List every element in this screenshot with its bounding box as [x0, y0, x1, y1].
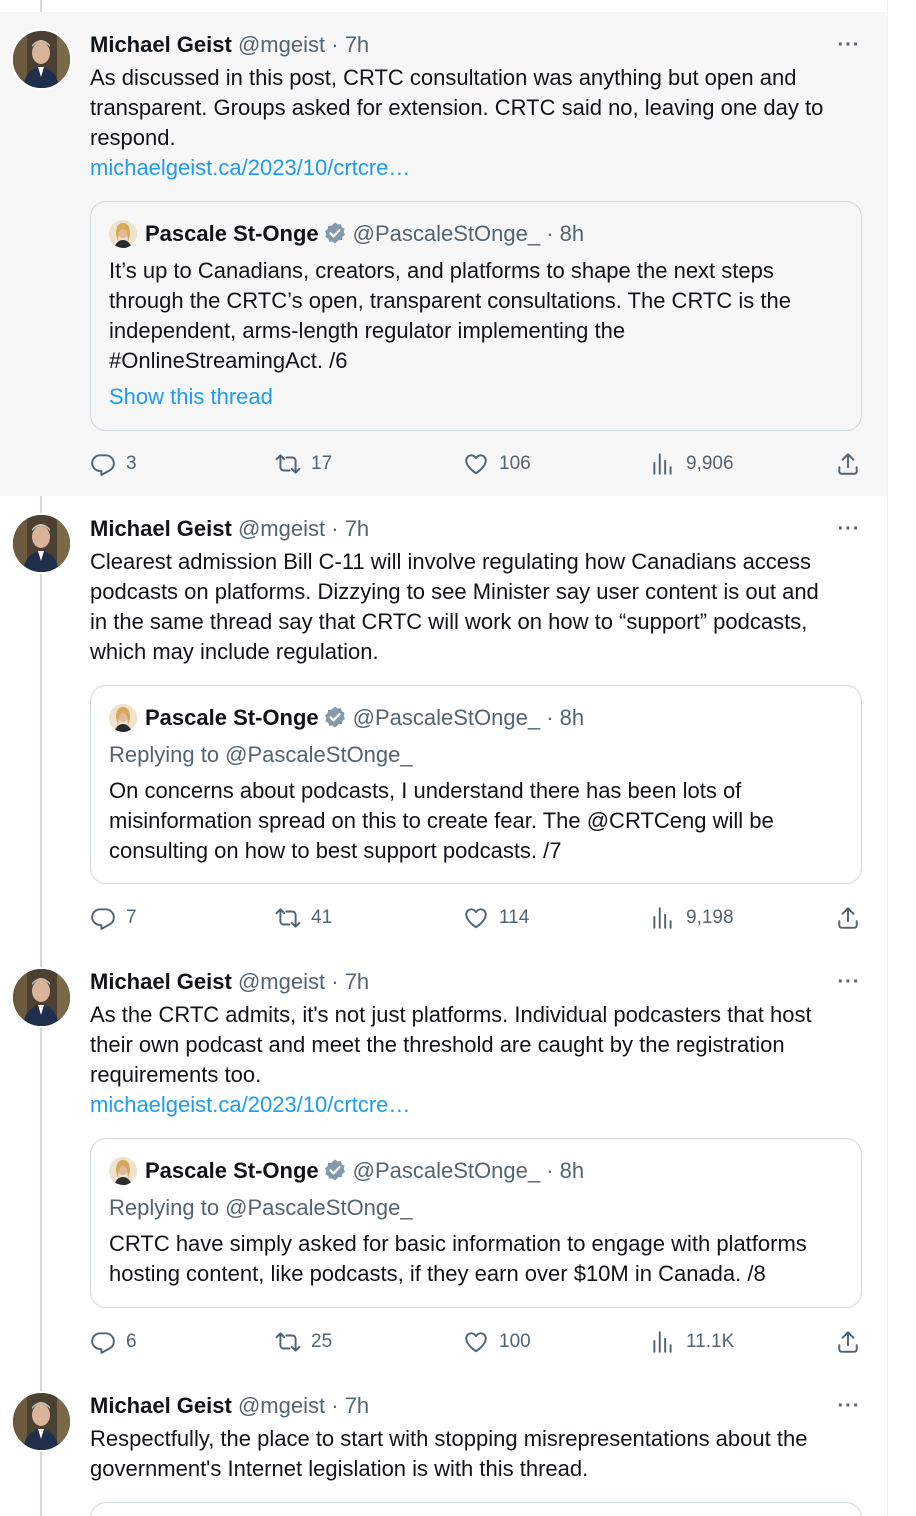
quote-avatar [109, 1157, 137, 1185]
heart-icon [463, 1329, 489, 1355]
separator-dot: · [331, 1393, 339, 1418]
text-line: independent, arms-length regulator implementing the [109, 318, 626, 343]
tweet-header [90, 1393, 861, 1419]
tweet-header [90, 969, 861, 995]
replying-to: Replying to @PascaleStOnge_ [109, 742, 413, 767]
text-line: hosting content, like podcasts, if they earn over $10M in Canada. /8 [109, 1261, 766, 1286]
share-button[interactable] [835, 1327, 871, 1357]
text-line: As discussed in this post, CRTC consultation was anything but open and [90, 65, 797, 90]
reply-count: 6 [126, 1331, 137, 1352]
quote-author-handle: @PascaleStOnge_ [352, 705, 541, 730]
tweet[interactable] [0, 12, 887, 496]
share-button[interactable] [835, 449, 871, 479]
separator-dot: · [331, 516, 339, 541]
heart-icon [463, 905, 489, 931]
author-name[interactable]: Michael Geist [90, 32, 232, 57]
retweet-button[interactable] [275, 449, 332, 479]
quote-avatar [109, 704, 137, 732]
views-count: 9,198 [686, 907, 734, 928]
reply-count: 3 [126, 453, 137, 474]
quoted-tweet[interactable] [90, 1502, 862, 1516]
retweet-button[interactable] [275, 903, 332, 933]
quoted-tweet[interactable] [90, 201, 862, 431]
author-name[interactable]: Michael Geist [90, 1393, 232, 1418]
views-icon [650, 905, 676, 931]
author-name[interactable]: Michael Geist [90, 516, 232, 541]
quote-header [109, 1157, 584, 1185]
more-options-icon[interactable]: ··· [837, 971, 861, 993]
share-icon [835, 451, 861, 477]
views-icon [650, 451, 676, 477]
retweet-count: 41 [311, 907, 333, 928]
separator-dot: · [546, 221, 554, 246]
verified-badge-icon [323, 221, 347, 245]
quoted-tweet[interactable] [90, 1138, 862, 1308]
author-avatar[interactable] [11, 1391, 72, 1452]
tweet-header [90, 32, 861, 58]
author-name[interactable]: Michael Geist [90, 969, 232, 994]
views-button[interactable] [650, 903, 734, 933]
quote-author-handle: @PascaleStOnge_ [352, 1158, 541, 1183]
text-line: which may include regulation. [90, 639, 379, 664]
tweet-time[interactable]: 7h [344, 32, 370, 57]
retweet-icon [275, 1329, 301, 1355]
views-count: 9,906 [686, 453, 734, 474]
reply-icon [90, 905, 116, 931]
tweet-text [90, 1000, 865, 1090]
text-line: in the same thread say that CRTC will work on how to “support” podcasts, [90, 609, 808, 634]
tweet[interactable] [0, 950, 887, 1378]
share-icon [835, 905, 861, 931]
text-line: consulting on how to best support podcasts. /7 [109, 838, 562, 863]
views-button[interactable] [650, 1327, 734, 1357]
text-line: Clearest admission Bill C-11 will involve regulating how Canadians access [90, 549, 812, 574]
tweet-header [90, 516, 861, 542]
like-count: 106 [499, 453, 531, 474]
more-options-icon[interactable]: ··· [837, 34, 861, 56]
text-line: Respectfully, the place to start with stopping misrepresentations about the [90, 1426, 808, 1451]
like-button[interactable] [463, 903, 529, 933]
tweet-link[interactable]: michaelgeist.ca/2023/10/crtcre… [90, 155, 411, 180]
retweet-button[interactable] [275, 1327, 332, 1357]
views-count: 11.1K [686, 1331, 735, 1352]
text-line: On concerns about podcasts, I understand there has been lots of [109, 778, 742, 803]
text-line: As the CRTC admits, it's not just platforms. Individual podcasters that host [90, 1002, 812, 1027]
like-button[interactable] [463, 1327, 531, 1357]
author-avatar[interactable] [11, 513, 72, 574]
quote-text [109, 256, 849, 376]
verified-badge-icon [323, 705, 347, 729]
reply-button[interactable] [90, 903, 137, 933]
tweet-time[interactable]: 7h [344, 969, 370, 994]
author-handle[interactable]: @mgeist [237, 32, 326, 57]
retweet-icon [275, 451, 301, 477]
quote-time: 8h [559, 1158, 585, 1183]
author-avatar[interactable] [11, 967, 72, 1028]
more-options-icon[interactable]: ··· [837, 1395, 861, 1417]
views-button[interactable] [650, 449, 734, 479]
replying-to: Replying to @PascaleStOnge_ [109, 1195, 413, 1220]
text-line: requirements too. [90, 1062, 262, 1087]
tweet-text [90, 1424, 865, 1484]
tweet[interactable] [0, 1374, 887, 1516]
retweet-count: 17 [311, 453, 333, 474]
like-count: 100 [499, 1331, 531, 1352]
like-button[interactable] [463, 449, 531, 479]
quote-time: 8h [559, 221, 585, 246]
more-options-icon[interactable]: ··· [837, 518, 861, 540]
tweet-text [90, 547, 865, 667]
share-icon [835, 1329, 861, 1355]
views-icon [650, 1329, 676, 1355]
text-line: their own podcast and meet the threshold are caught by the registration [90, 1032, 785, 1057]
quote-author-handle: @PascaleStOnge_ [352, 221, 541, 246]
text-line: through the CRTC’s open, transparent consultations. The CRTC is the [109, 288, 791, 313]
tweet-time[interactable]: 7h [344, 1393, 370, 1418]
share-button[interactable] [835, 903, 871, 933]
quote-author-name: Pascale St-Onge [145, 221, 319, 246]
text-line: transparent. Groups asked for extension. CRTC said no, leaving one day to [90, 95, 824, 120]
quote-text [109, 776, 849, 866]
tweet[interactable] [0, 496, 887, 954]
quote-author-name: Pascale St-Onge [145, 705, 319, 730]
text-line: #OnlineStreamingAct. /6 [109, 348, 348, 373]
reply-button[interactable] [90, 449, 137, 479]
tweet-time[interactable]: 7h [344, 516, 370, 541]
separator-dot: · [546, 1158, 554, 1183]
tweet-text [90, 63, 865, 153]
reply-icon [90, 1329, 116, 1355]
text-line: It’s up to Canadians, creators, and platforms to shape the next steps [109, 258, 774, 283]
text-line: CRTC have simply asked for basic information to engage with platforms [109, 1231, 807, 1256]
author-avatar[interactable] [11, 29, 72, 90]
reply-count: 7 [126, 907, 137, 928]
separator-dot: · [331, 969, 339, 994]
retweet-icon [275, 905, 301, 931]
quoted-tweet[interactable] [90, 685, 862, 884]
reply-icon [90, 451, 116, 477]
separator-dot: · [331, 32, 339, 57]
tweet-actions [90, 903, 870, 933]
quote-header [109, 220, 584, 248]
tweet-actions [90, 449, 870, 479]
reply-button[interactable] [90, 1327, 137, 1357]
quote-text [109, 1229, 849, 1289]
quote-header [109, 704, 584, 732]
quote-author-name: Pascale St-Onge [145, 1158, 319, 1183]
heart-icon [463, 451, 489, 477]
author-handle[interactable]: @mgeist [237, 516, 326, 541]
like-count: 114 [499, 907, 530, 928]
text-line: misinformation spread on this to create fear. The @CRTCeng will be [109, 808, 774, 833]
tweet-actions [90, 1327, 870, 1357]
verified-badge-icon [323, 1158, 347, 1182]
tweet-link[interactable]: michaelgeist.ca/2023/10/crtcre… [90, 1092, 411, 1117]
quote-avatar [109, 220, 137, 248]
show-thread-link[interactable]: Show this thread [109, 384, 273, 409]
retweet-count: 25 [311, 1331, 333, 1352]
text-line: podcasts on platforms. Dizzying to see Minister say user content is out and [90, 579, 819, 604]
separator-dot: · [546, 705, 554, 730]
text-line: respond. [90, 125, 176, 150]
quote-time: 8h [559, 705, 585, 730]
author-handle[interactable]: @mgeist [237, 1393, 326, 1418]
text-line: government's Internet legislation is with this thread. [90, 1456, 589, 1481]
author-handle[interactable]: @mgeist [237, 969, 326, 994]
